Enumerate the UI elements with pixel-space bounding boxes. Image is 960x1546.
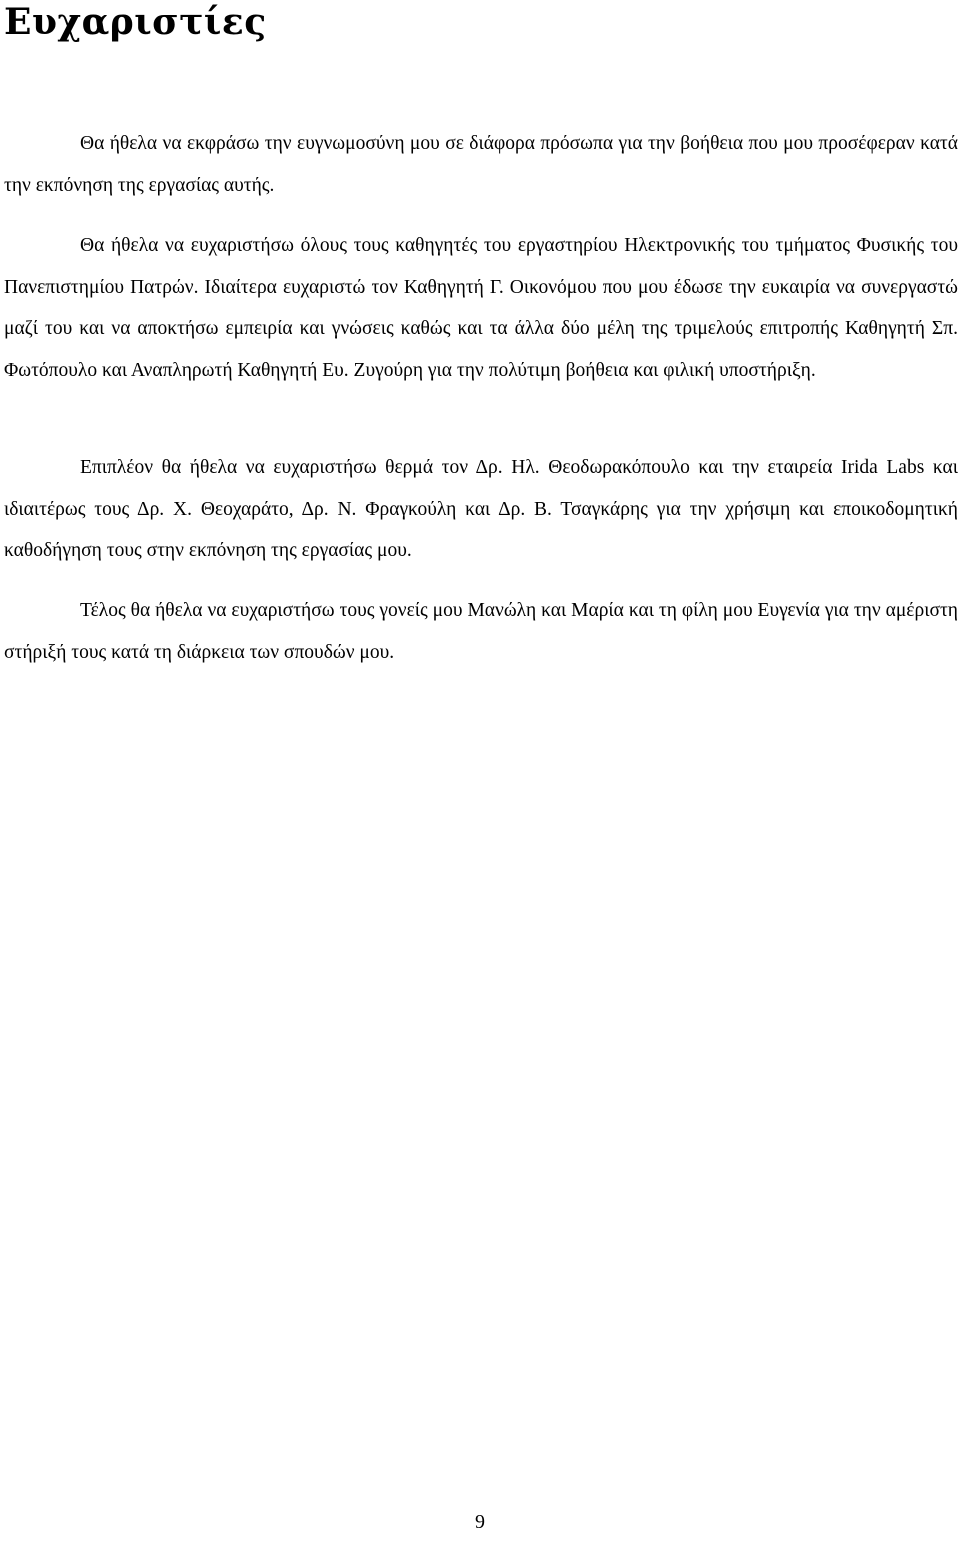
page-title: Ευχαριστίες	[4, 1, 267, 43]
paragraph-intro: Θα ήθελα να εκφράσω την ευγνωμοσύνη μου σε διάφορα πρόσωπα για την βοήθεια που μου προσέφεραν κατά την εκπόνηση της εργασίας αυτής.	[4, 133, 958, 196]
paragraph-irida-labs: Επιπλέον θα ήθελα να ευχαριστήσω θερμά τον Δρ. Ηλ. Θεοδωρακόπουλο και την εταιρεία Irida Labs και ιδιαιτέρως τους Δρ. Χ. Θεοχαράτο, Δρ. Ν. Φραγκούλη και Δρ. Β. Τσαγκάρης για την χρήσιμη και εποικοδομητική καθοδήγηση τους στην εκπόνηση της εργασίας μου.	[4, 457, 958, 561]
page-number: 9	[475, 1511, 485, 1533]
paragraph-family: Τέλος θα ήθελα να ευχαριστήσω τους γονείς μου Μανώλη και Μαρία και τη φίλη μου Ευγενία για την αμέριστη στήριξή τους κατά τη διάρκεια των σπουδών μου.	[4, 600, 958, 663]
paragraph-professors: Θα ήθελα να ευχαριστήσω όλους τους καθηγητές του εργαστηρίου Ηλεκτρονικής του τμήματος Φυσικής του Πανεπιστημίου Πατρών. Ιδιαίτερα ευχαριστώ τον Καθηγητή Γ. Οικονόμου που μου έδωσε την ευκαιρία να συνεργαστώ μαζί του και να αποκτήσω εμπειρία και γνώσεις καθώς και τα άλλα δύο μέλη της τριμελούς επιτροπής Καθηγητή Σπ. Φωτόπουλο και Αναπληρωτή Καθηγητή Ευ. Ζυγούρη για την πολύτιμη βοήθεια και φιλική υποστήριξη.	[4, 235, 958, 381]
